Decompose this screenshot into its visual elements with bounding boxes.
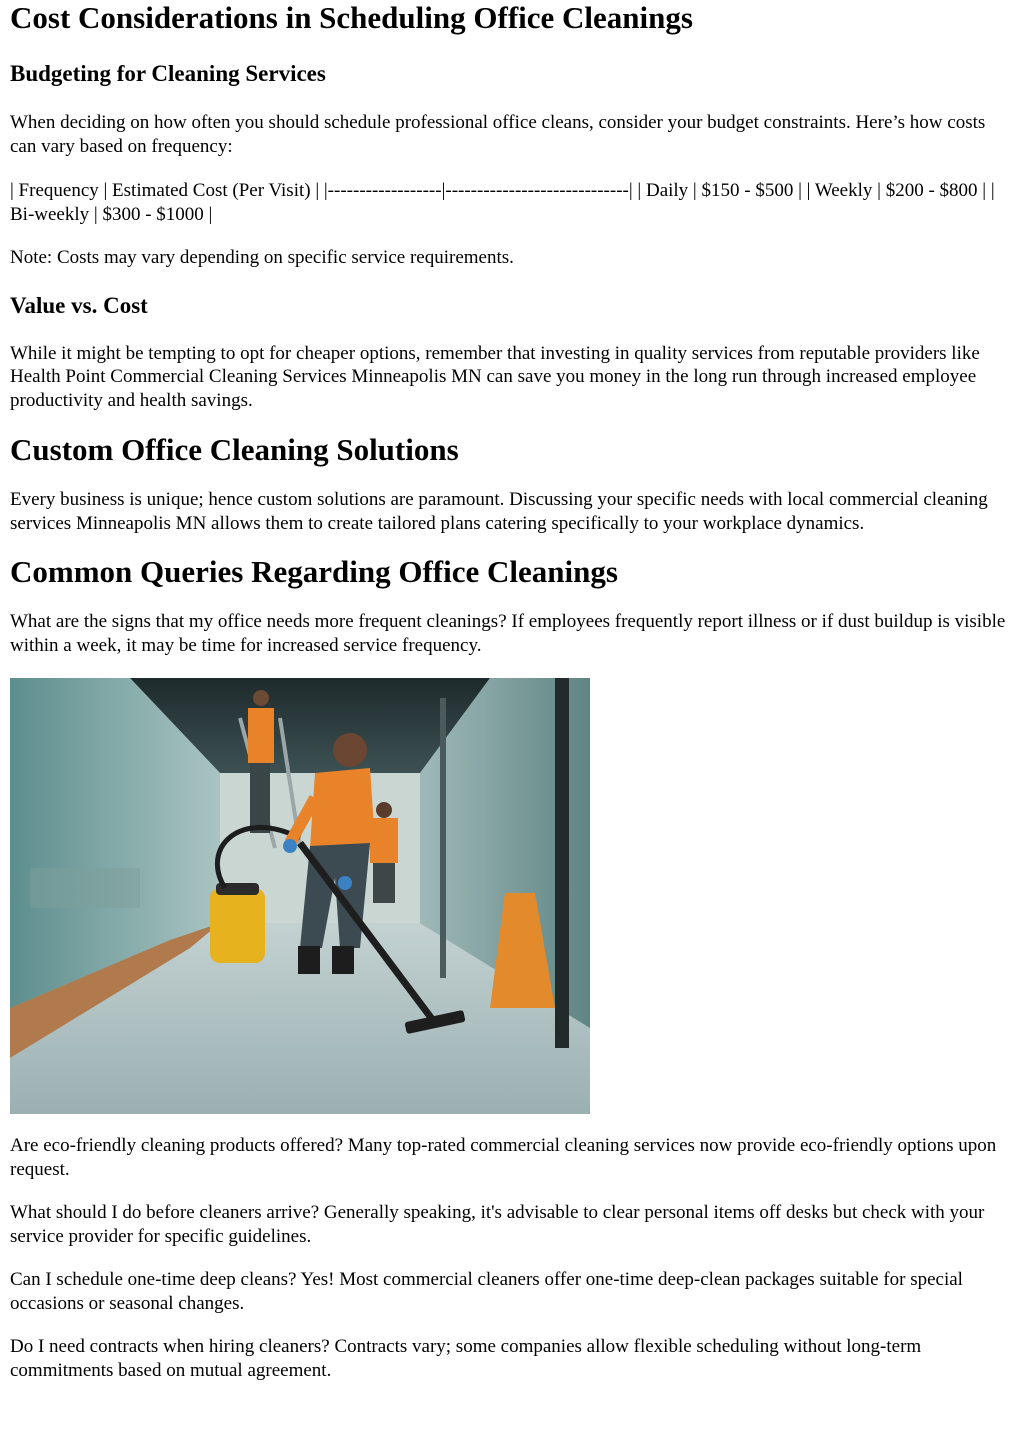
paragraph-cost-table-text: | Frequency | Estimated Cost (Per Visit) | |------------------|-----------------------------| | Daily | $150 - $500 | | Weekly | $200 - $800 | | Bi-weekly | $300 - $1000 | [10, 180, 995, 225]
paragraph-query-contracts: Do I need contracts when hiring cleaners? Contracts vary; some companies allow flexible scheduling without long-term commitments based on mutual agreement. [10, 1336, 922, 1381]
heading-budgeting: Budgeting for Cleaning Services [10, 61, 326, 86]
heading-cost-considerations: Cost Considerations in Scheduling Office Cleanings [10, 0, 693, 35]
heading-value-vs-cost: Value vs. Cost [10, 292, 148, 318]
frosted-band-left [30, 868, 140, 908]
paragraph-custom: Every business is unique; hence custom solutions are paramount. Discussing your specific needs with local commercial cleaning services Minneapolis MN allows them to create tailored plans catering specifically to your workplace dynamics. [10, 489, 988, 534]
yellow-vacuum [210, 888, 265, 963]
paragraph-query-deep-clean: Can I schedule one-time deep cleans? Yes! Most commercial cleaners offer one-time deep-clean packages suitable for special occasions or seasonal changes. [10, 1269, 963, 1314]
glass-door-frame [555, 678, 569, 1048]
paragraph-query-eco-friendly: Are eco-friendly cleaning products offered? Many top-rated commercial cleaning services now provide eco-friendly options upon request. [10, 1135, 997, 1180]
heading-custom-solutions: Custom Office Cleaning Solutions [10, 432, 459, 467]
blue-glove [283, 839, 297, 853]
glass-panel-edge [440, 698, 446, 978]
worker-head [333, 733, 367, 767]
paragraph-query-frequency: What are the signs that my office needs more frequent cleanings? If employees frequently report illness or if dust buildup is visible within a week, it may be time for increased service frequency. [10, 611, 1006, 656]
office-cleaning-illustration [10, 678, 590, 1114]
worker-shirt [310, 768, 375, 848]
paragraph-note: Note: Costs may vary depending on specific service requirements. [10, 247, 514, 268]
paragraph-query-before-arrival: What should I do before cleaners arrive? Generally speaking, it's advisable to clear personal items off desks but check with your service provider for specific guidelines. [10, 1202, 985, 1247]
paragraph-value: While it might be tempting to opt for cheaper options, remember that investing in quality services from reputable providers like Health Point Commercial Cleaning Services Minneapolis MN can save you money in the long run through increased employee productivity and health savings. [10, 342, 980, 411]
office-cleaning-photo [10, 678, 590, 1114]
worker-on-ladder [248, 708, 274, 763]
paragraph-budget-intro: When deciding on how often you should schedule professional office cleans, consider your budget constraints. Here’s how costs can vary based on frequency: [10, 112, 986, 157]
heading-common-queries: Common Queries Regarding Office Cleanings [10, 554, 618, 589]
